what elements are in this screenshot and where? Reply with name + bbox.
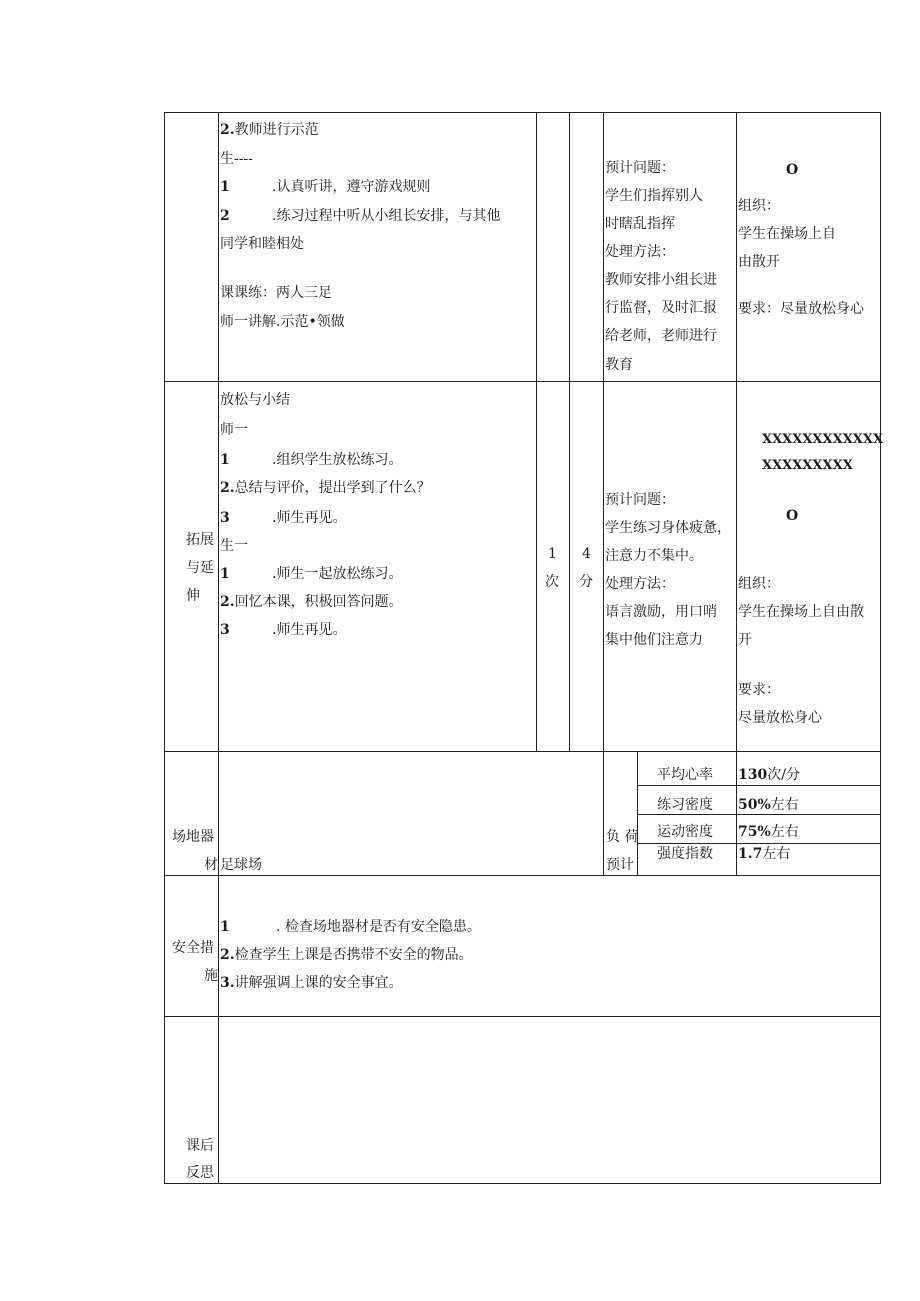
- item-number: 2.: [220, 480, 235, 496]
- count-unit: 次: [545, 574, 559, 590]
- item-number: 2.: [220, 594, 235, 610]
- issue-text: 时瞎乱指挥: [605, 216, 675, 232]
- venue-value: 足球场: [220, 857, 262, 873]
- requirement-text: 尽量放松身心: [738, 710, 822, 726]
- time-value: 4: [582, 546, 591, 562]
- org-text: 开: [738, 632, 752, 648]
- formation-row: XXXXXXXXX: [762, 458, 853, 473]
- item-text: .师生一起放松练习。: [272, 566, 403, 582]
- org-text: 学生在操场上自由散: [738, 604, 864, 620]
- item-text: .师生再见。: [272, 510, 347, 526]
- metric-number: 75%: [738, 824, 771, 840]
- section-title: 放松与小结: [220, 392, 290, 408]
- issue-text: 学生练习身体疲惫，: [605, 520, 731, 536]
- metric-name: 练习密度: [657, 797, 713, 813]
- method-text: 集中他们注意力: [605, 632, 703, 648]
- load-label-line: 预计: [606, 857, 634, 873]
- item-text: 讲解强调上课的安全事宜。: [234, 975, 403, 991]
- org-label: 组织：: [738, 576, 780, 592]
- metric-unit: 左右: [762, 846, 791, 862]
- metric-name: 强度指数: [657, 846, 713, 862]
- item-number: 3.: [220, 975, 235, 991]
- org-text: 学生在操场上自: [738, 226, 836, 242]
- requirement-text: 要求：尽量放松身心: [738, 301, 864, 317]
- reflection-label-line: 课后: [186, 1138, 214, 1154]
- item-number: 1: [220, 179, 230, 195]
- metric-name: 平均心率: [657, 767, 713, 783]
- item-text: 回忆本课，积极回答问题。: [234, 594, 403, 610]
- load-label-line: 负 荷: [606, 829, 639, 845]
- issue-label: 预计问题：: [605, 160, 675, 176]
- student-heading: 生一: [220, 538, 248, 554]
- item-number: 1: [220, 452, 230, 468]
- item-number: 3: [220, 510, 230, 526]
- step-text: 教师进行示范: [234, 122, 319, 138]
- method-text: 给老师，老师进行: [605, 328, 717, 344]
- org-text: 由散开: [738, 254, 780, 270]
- practice-line: 课课练：两人三足: [220, 285, 332, 301]
- time-unit: 分: [579, 574, 593, 590]
- step-number: 2.: [220, 122, 235, 138]
- item-text: 检查学生上课是否携带不安全的物品。: [234, 947, 473, 963]
- section-label-line: 拓展: [186, 532, 214, 548]
- method-text: 语言激励，用口哨: [605, 604, 717, 620]
- method-label: 处理方法：: [605, 576, 675, 592]
- formation-mark: O: [786, 162, 799, 178]
- item-text: .练习过程中听从小组长安排，与其他: [272, 208, 501, 224]
- teacher-heading: 师一: [220, 422, 248, 438]
- item-number: 2: [220, 208, 230, 224]
- item-text: .认真听讲，遵守游戏规则: [272, 179, 431, 195]
- item-number: 1: [220, 919, 230, 935]
- item-number: 1: [220, 566, 230, 582]
- org-label: 组织：: [738, 198, 780, 214]
- requirement-label: 要求：: [738, 682, 780, 698]
- safety-label-line: 安全措: [172, 940, 214, 956]
- safety-label-line: 施: [204, 968, 218, 984]
- item-text: . 检查场地器材是否有安全隐患。: [276, 919, 481, 935]
- item-text: .师生再见。: [272, 622, 347, 638]
- item-number: 3: [220, 622, 230, 638]
- metric-number: 130: [738, 767, 768, 783]
- item-number: 2.: [220, 947, 235, 963]
- method-text: 教育: [605, 357, 633, 373]
- reflection-label-line: 反思: [186, 1165, 214, 1181]
- issue-label: 预计问题：: [605, 492, 675, 508]
- metric-unit: 次/分: [767, 767, 800, 783]
- issue-text: 注意力不集中。: [605, 548, 703, 564]
- teacher-line: 师一讲解.示范•领做: [220, 314, 345, 330]
- item-text: .组织学生放松练习。: [272, 452, 403, 468]
- venue-label-line: 场地器: [172, 829, 214, 845]
- method-text: 行监督，及时汇报: [605, 300, 717, 316]
- formation-mark: O: [786, 508, 799, 524]
- metric-number: 50%: [738, 797, 771, 813]
- method-label: 处理方法：: [605, 244, 675, 260]
- section-label-line: 伸: [186, 588, 200, 604]
- formation-row: XXXXXXXXXXXX: [762, 432, 884, 447]
- count-value: 1: [548, 546, 557, 562]
- method-text: 教师安排小组长进: [605, 272, 717, 288]
- item-text-continued: 同学和睦相处: [220, 236, 304, 252]
- item-text: 总结与评价，提出学到了什么？: [234, 480, 431, 496]
- issue-text: 学生们指挥别人: [605, 188, 703, 204]
- student-heading: 生----: [220, 151, 253, 167]
- section-label-line: 与延: [186, 560, 214, 576]
- metric-number: 1.7: [738, 846, 763, 862]
- metric-unit: 左右: [770, 797, 799, 813]
- reflection-content-area: [219, 1017, 880, 1183]
- venue-label-line: 材: [204, 857, 218, 873]
- metric-name: 运动密度: [657, 824, 713, 840]
- metric-unit: 左右: [770, 824, 799, 840]
